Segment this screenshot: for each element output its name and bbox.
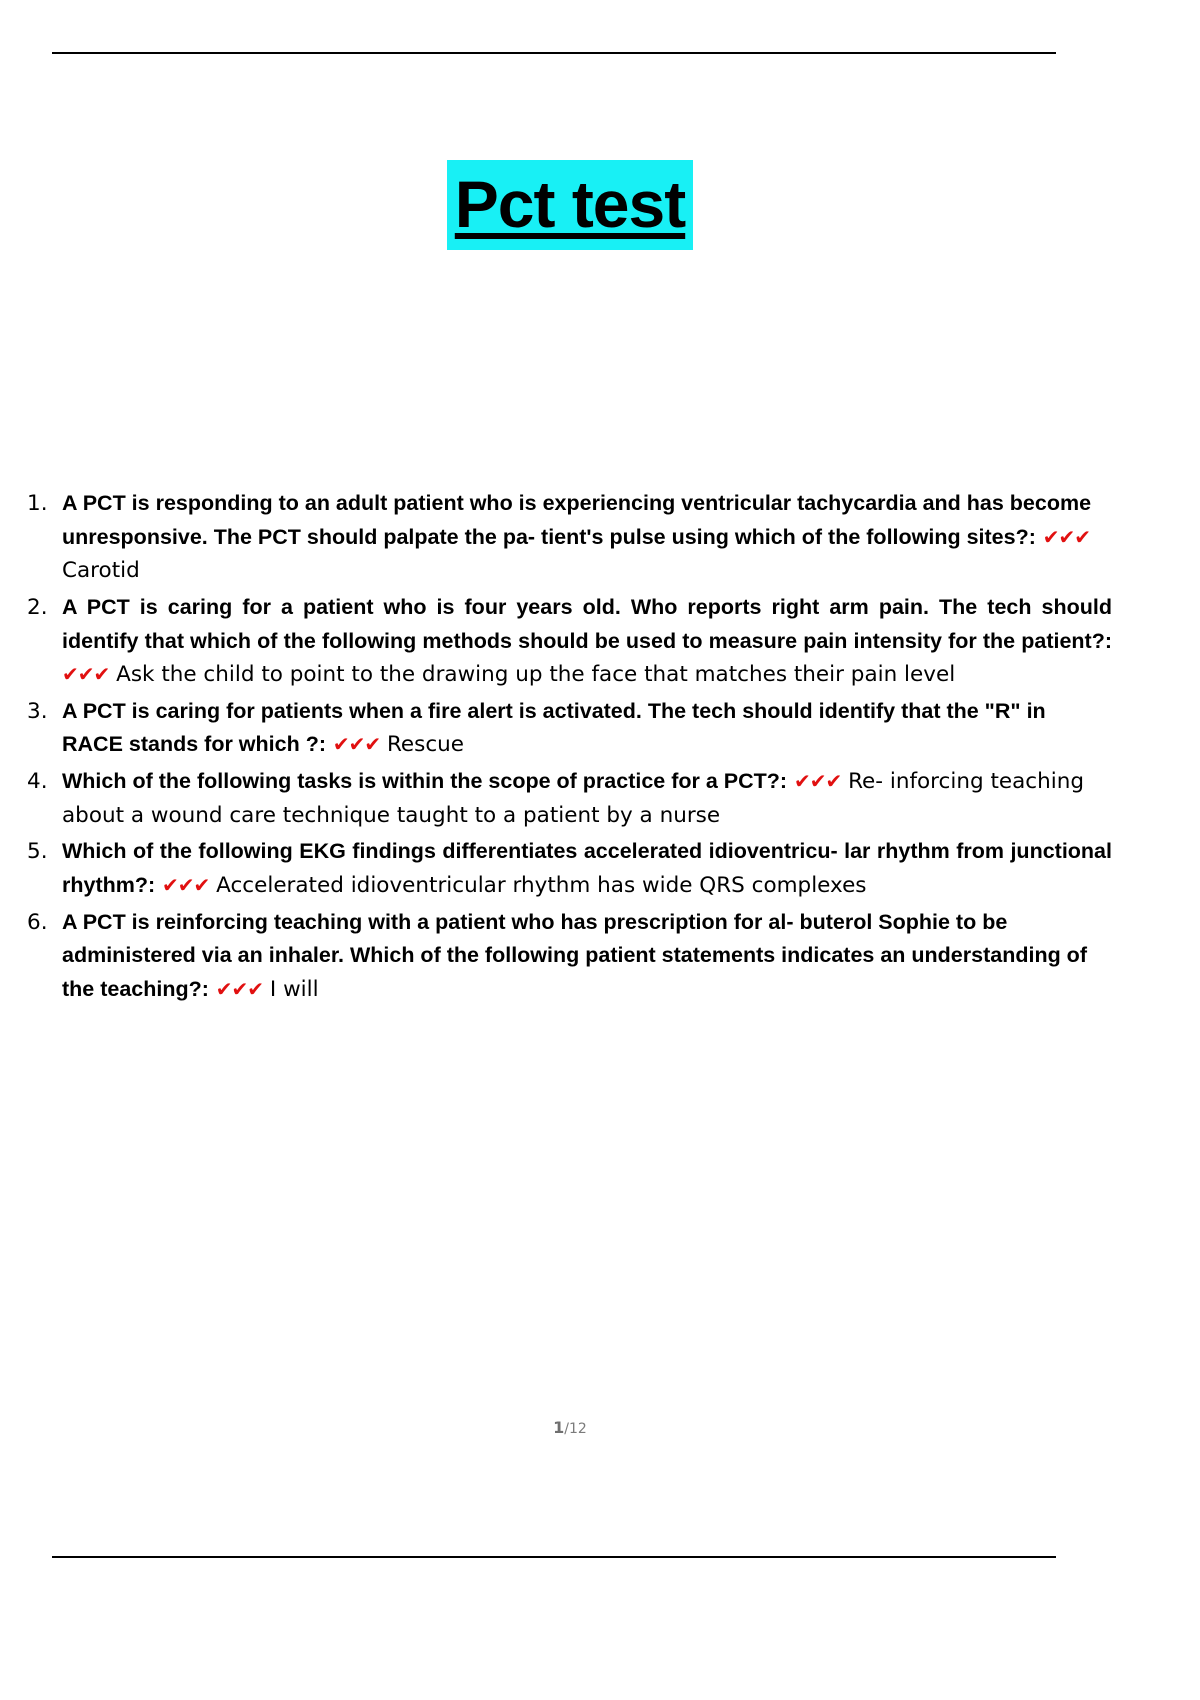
header-divider [52, 52, 1056, 54]
footer-current-page: 1 [553, 1418, 565, 1437]
answer-text: Ask the child to point to the drawing up the face that matches their pain level [116, 662, 956, 688]
question-text: A PCT is reinforcing teaching with a patient who has prescription for al- buterol Sophie to be administered via an inhaler. Which of the following patient statements indicates an understanding of the teaching?: [62, 909, 1087, 1001]
question-text: Which of the following EKG findings differentiates accelerated idioventricu- lar rhythm from junctional rhythm?: [62, 839, 1112, 898]
title-container [0, 160, 1140, 250]
footer-divider [52, 1556, 1056, 1558]
answer-text: Rescue [386, 732, 465, 758]
question-text: A PCT is caring for a patient who is four years old. Who reports right arm pain. The tech should identify that which of the following methods should be used to measure pain intensity for the patient?: [62, 594, 1112, 653]
list-item [27, 906, 1112, 1007]
answer-checkmarks: ✔✔✔ [793, 769, 842, 794]
question-list-container [27, 487, 1112, 1010]
footer-total-pages: 12 [569, 1421, 587, 1437]
answer-checkmarks: ✔✔✔ [215, 976, 264, 1001]
answer-checkmarks: ✔✔✔ [332, 732, 381, 757]
question-text: A PCT is caring for patients when a fire alert is activated. The tech should identify that the "R" in RACE stands for which ?: [62, 698, 1046, 757]
answer-checkmarks: ✔✔✔ [162, 873, 210, 898]
page-footer [0, 1418, 1140, 1437]
list-item [27, 835, 1112, 902]
page-title: Pct test [447, 160, 693, 250]
list-item [27, 487, 1112, 588]
answer-checkmarks: ✔✔✔ [1042, 524, 1091, 549]
answer-text: I will [269, 976, 319, 1002]
question-text: A PCT is responding to an adult patient who is experiencing ventricular tachycardia and has become unresponsive. The PCT should palpate the pa- tient's pulse using which of the following sites?: [62, 491, 1092, 549]
question-text: Which of the following tasks is within the scope of practice for a PCT?: [62, 769, 788, 794]
answer-checkmarks: ✔✔✔ [62, 662, 110, 687]
question-list [27, 487, 1112, 1007]
list-item [27, 591, 1112, 692]
answer-text: Carotid [62, 558, 140, 584]
answer-text: Re- inforcing teaching about a wound care technique taught to a patient by a nurse [62, 769, 1084, 828]
answer-text: Accelerated idioventricular rhythm has wide QRS complexes [216, 873, 867, 899]
list-item [27, 695, 1112, 762]
list-item [27, 765, 1112, 832]
footer-separator: / [564, 1421, 570, 1437]
